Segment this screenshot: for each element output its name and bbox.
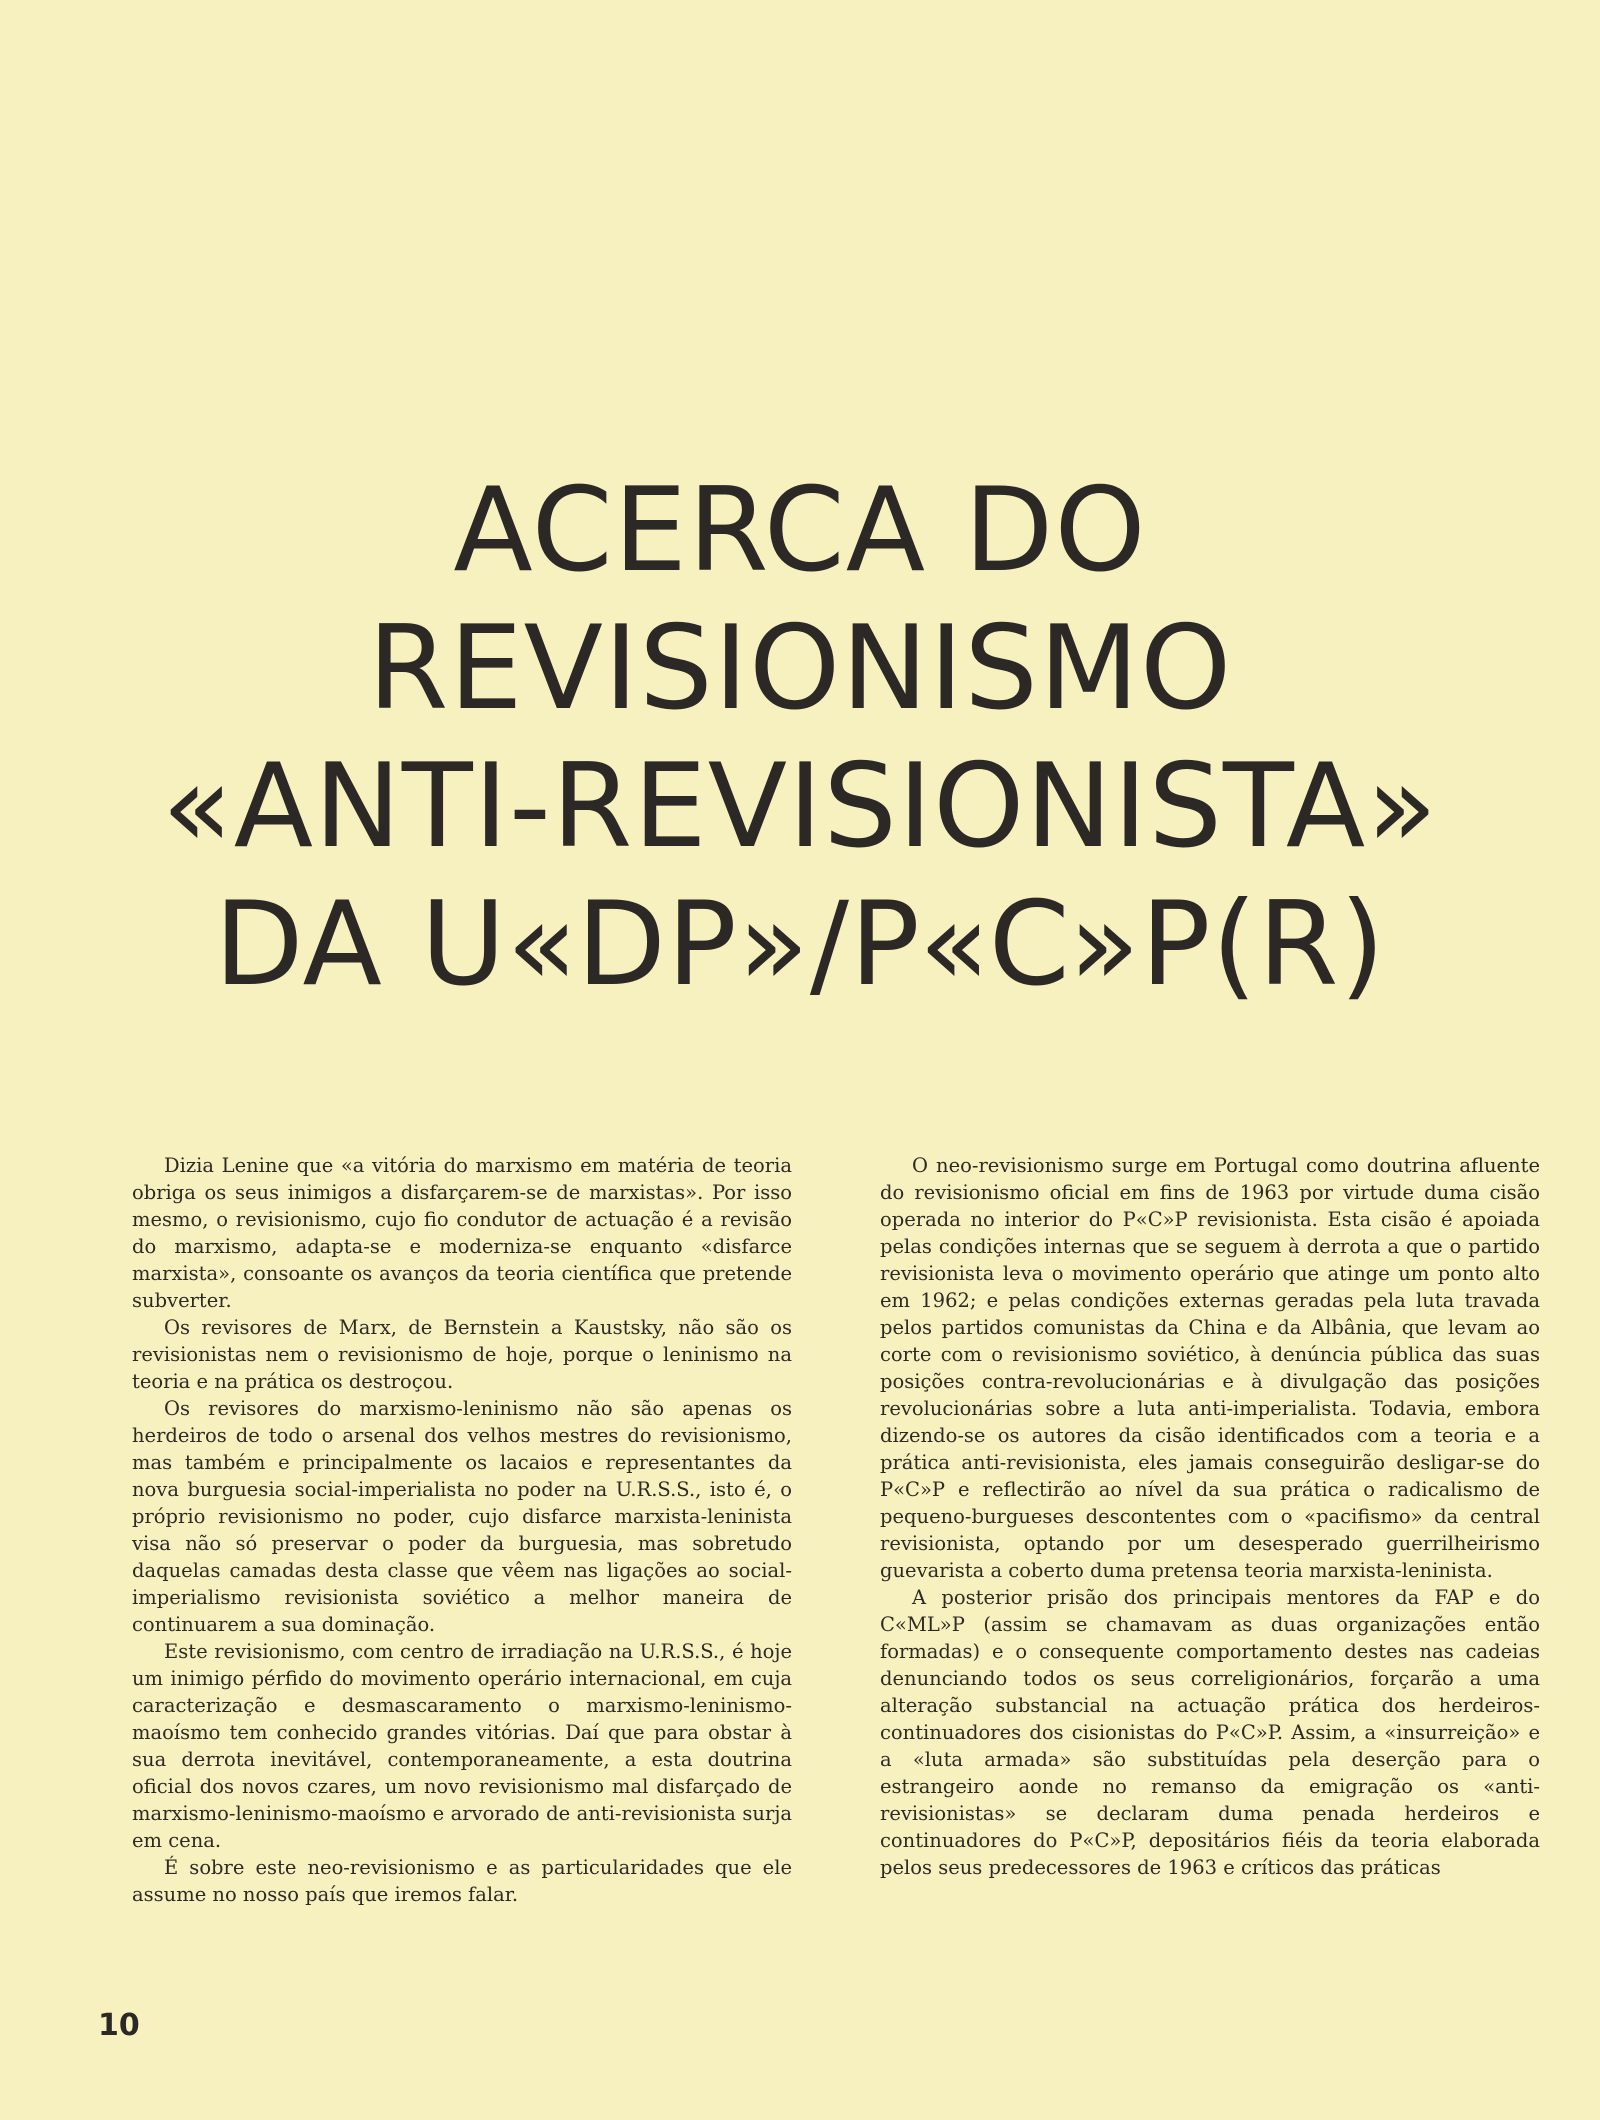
left-paragraph-4: Este revisionismo, com centro de irradiação na U.R.S.S., é hoje um inimigo pérfido do movimento operário internacional, em cuja caracterização e desmascaramento o marxismo-leninismo-maoísmo tem conhecido grandes vitórias. Daí que para obstar à sua derrota inevitável, contemporaneamente, a esta doutrina oficial dos novos czares, um novo revisionismo mal disfarçado de marxismo-leninismo-maoísmo e arvorado de anti-revisionista surja em cena. [132,1640,792,1852]
left-paragraph-5: É sobre este neo-revisionismo e as particularidades que ele assume no nosso país que iremos falar. [132,1856,792,1906]
left-paragraph-1: Dizia Lenine que «a vitória do marxismo em matéria de teoria obriga os seus inimigos a disfarçarem-se de marxistas». Por isso mesmo, o revisionismo, cujo fio condutor de actuação é a revisão do marxismo, adapta-se e moderniza-se enquanto «disfarce marxista», consoante os avanços da teoria científica que pretende subverter. [132,1154,792,1312]
left-paragraph-3: Os revisores do marxismo-leninismo não são apenas os herdeiros de todo o arsenal dos velhos mestres do revisionismo, mas também e principalmente os lacaios e representantes da nova burguesia social-imperialista no poder na U.R.S.S., isto é, o próprio revisionismo no poder, cujo disfarce marxista-leninista visa não só preservar o poder da burguesia, mas sobretudo daquelas camadas desta classe que vêem nas ligações ao social-imperialismo revisionista soviético a melhor maneira de continuarem a sua dominação. [132,1397,792,1636]
title-line-2: REVISIONISMO [367,601,1233,736]
title-line-4: DA U«DP»/P«C»P(R) [214,877,1386,1012]
left-paragraph-2: Os revisores de Marx, de Bernstein a Kaustsky, não são os revisionistas nem o revisionismo de hoje, porque o leninismo na teoria e na prática os destroçou. [132,1316,792,1393]
right-text-column [880,1152,1540,1881]
page-number: 10 [98,2008,140,2043]
title-line-3: «ANTI-REVISIONISTA» [161,739,1439,874]
right-paragraph-1: O neo-revisionismo surge em Portugal como doutrina afluente do revisionismo oficial em fins de 1963 por virtude duma cisão operada no interior do P«C»P revisionista. Esta cisão é apoiada pelas condições internas que se seguem à derrota a que o partido revisionista leva o movimento operário que atinge um ponto alto em 1962; e pelas condições externas geradas pela luta travada pelos partidos comunistas da China e da Albânia, que levam ao corte com o revisionismo soviético, à denúncia pública das suas posições contra-revolucionárias e à divulgação das posições revolucionárias sobre a luta anti-imperialista. Todavia, embora dizendo-se os autores da cisão identificados com a teoria e a prática anti-revisionista, eles jamais conseguirão desligar-se do P«C»P e reflectirão ao nível da sua prática o radicalismo de pequeno-burgueses descontentes com o «pacifismo» da central revisionista, optando por um desesperado guerrilheirismo guevarista a coberto duma pretensa teoria marxista-leninista. [880,1154,1540,1582]
title-line-1: ACERCA DO [453,463,1147,598]
right-paragraph-2: A posterior prisão dos principais mentores da FAP e do C«ML»P (assim se chamavam as duas organizações então formadas) e o consequente comportamento destes nas cadeias denunciando todos os seus correligionários, forçarão a uma alteração substancial na actuação prática dos herdeiros-continuadores dos cisionistas do P«C»P. Assim, a «insurreição» e a «luta armada» são substituídas pela deserção para o estrangeiro aonde no remanso da emigração os «anti-revisionistas» se declaram duma penada herdeiros e continuadores do P«C»P, depositários fiéis da teoria elaborada pelos seus predecessores de 1963 e críticos das práticas [880,1586,1540,1879]
left-text-column [132,1152,792,1908]
article-title [0,462,1600,1014]
